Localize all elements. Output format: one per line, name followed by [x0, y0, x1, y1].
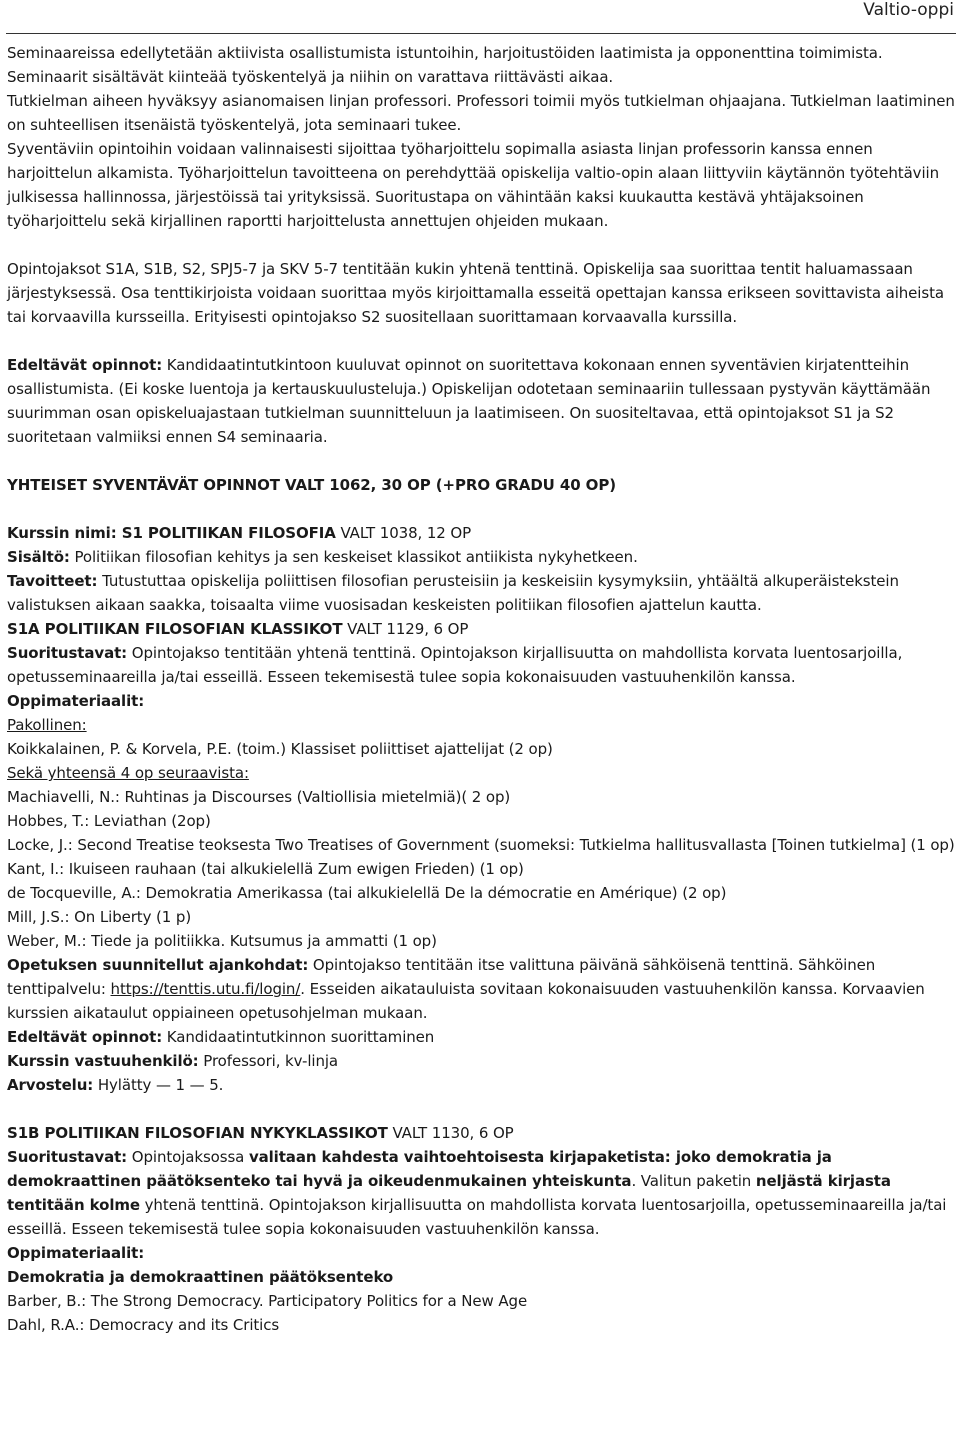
methods-text: Opintojakso tentitään yhtenä tenttinä. Opintojakson kirjallisuutta on mahdollista korvata luentosarjoilla, opetusseminaareilla ja/tai esseillä. Esseen tekemisestä tulee sopia kokonaisuuden vastuuhenkilön kanssa.: [7, 644, 903, 686]
document-body: [7, 41, 955, 1337]
course-s1b-methods: [7, 1145, 955, 1241]
list-item: de Tocqueville, A.: Demokratia Amerikassa (tai alkukielellä De la démocratie en Amérique) (2 op): [7, 884, 727, 902]
responsible-label: Kurssin vastuuhenkilö:: [7, 1052, 199, 1070]
header-divider: [6, 33, 956, 34]
list-item: Mill, J.S.: On Liberty (1 p): [7, 908, 192, 926]
package-heading: [7, 1265, 955, 1289]
list-item: Weber, M.: Tiede ja politiikka. Kutsumus ja ammatti (1 op): [7, 932, 437, 950]
spacer: [7, 497, 955, 521]
list-item: Locke, J.: Second Treatise teoksesta Two Treatises of Government (suomeksi: Tutkielma hallitusvallasta [Toinen tutkielma] (1 op): [7, 836, 955, 854]
exam-note: Opintojaksot S1A, S1B, S2, SPJ5-7 ja SKV 5-7 tentitään kukin yhtenä tenttinä. Opiskelija saa suorittaa tentit haluamassaan järjestyksessä. Osa tenttikirjoista voidaan suorittaa myös kirjoittamalla esseitä opettajan kanssa erikseen sovittavista aiheista tai korvaavilla kursseilla. Erityisesti opintojakso S2 suositellaan suorittamaan korvaavalla kurssilla.: [7, 260, 944, 326]
list-item: Hobbes, T.: Leviathan (2op): [7, 812, 211, 830]
content-label: Sisältö:: [7, 548, 70, 566]
course-s1b-title-text: S1B POLITIIKAN FILOSOFIAN NYKYKLASSIKOT: [7, 1124, 388, 1142]
mandatory-heading: [7, 713, 955, 737]
section-heading-text: YHTEISET SYVENTÄVÄT OPINNOT VALT 1062, 30 OP (+PRO GRADU 40 OP): [7, 476, 616, 494]
package-label: Demokratia ja demokraattinen päätöksenteko: [7, 1268, 394, 1286]
prerequisites-label: Edeltävät opinnot:: [7, 356, 163, 374]
list-item: Barber, B.: The Strong Democracy. Participatory Politics for a New Age: [7, 1292, 528, 1310]
course-s1-content: [7, 545, 955, 569]
goals-label: Tavoitteet:: [7, 572, 98, 590]
course-s1b-code: VALT 1130, 6 OP: [387, 1124, 514, 1142]
spacer: [7, 1097, 955, 1121]
mandatory-label: Pakollinen:: [7, 716, 87, 734]
course-s1a-methods: [7, 641, 955, 689]
list-item: Machiavelli, N.: Ruhtinas ja Discourses (Valtiollisia mietelmiä)( 2 op): [7, 788, 511, 806]
intro-paragraph-thesis: Tutkielman aiheen hyväksyy asianomaisen linjan professori. Professori toimii myös tutkielman ohjaajana. Tutkielman laatiminen on suhteellisen itsenäistä työskentelyä, jota seminaari tukee.: [7, 92, 955, 134]
course-s1a-code: VALT 1129, 6 OP: [342, 620, 469, 638]
schedule-text-after: . Esseiden aikatauluista sovitaan kokonaisuuden vastuuhenkilön kanssa. Korvaavien kurssien aikataulut oppiaineen opetusohjelman mukaan.: [7, 980, 925, 1022]
course-s1-code: VALT 1038, 12 OP: [335, 524, 472, 542]
methods-text-2: . Valitun paketin: [631, 1172, 756, 1190]
list-item: Dahl, R.A.: Democracy and its Critics: [7, 1316, 280, 1334]
tenttis-link[interactable]: https://tenttis.utu.fi/login/: [110, 980, 301, 998]
methods-label: Suoritustavat:: [7, 644, 128, 662]
mandatory-item: Koikkalainen, P. & Korvela, P.E. (toim.) Klassiset poliittiset ajattelijat (2 op): [7, 740, 553, 758]
methods-text-1: Opintojaksossa: [127, 1148, 249, 1166]
course-s1-name: [7, 521, 955, 545]
intro-paragraph-seminars: Seminaareissa edellytetään aktiivista osallistumista istuntoihin, harjoitustöiden laatimista ja opponenttina toimimista. Seminaarit sisältävät kiinteää työskentelyä ja niihin on varattava riittävästi aikaa.: [7, 44, 883, 86]
materials-label: Oppimateriaalit:: [7, 692, 145, 710]
schedule-text-before: Opintojakso tentitään itse valittuna päivänä sähköisenä tenttinä. Sähköinen tenttipalvelu:: [7, 956, 876, 998]
responsible-text: Professori, kv-linja: [198, 1052, 339, 1070]
spacer: [7, 449, 955, 473]
grading-label: Arvostelu:: [7, 1076, 94, 1094]
list-item: Kant, I.: Ikuiseen rauhaan (tai alkukielellä Zum ewigen Frieden) (1 op): [7, 860, 524, 878]
prerequisites-text: Kandidaatintutkinnon suorittaminen: [162, 1028, 435, 1046]
goals-text: Tutustuttaa opiskelija poliittisen filosofian perusteisiin ja keskeisiin kysymyksiin, yhtäältä alkuperäistekstein valistuksen aikaan saakka, toisaalta viime vuosisadan keskeisten politiikan filosofien ajattelun kautta.: [7, 572, 899, 614]
methods-bold-1: valitaan kahdesta vaihtoehtoisesta kirjapaketista: joko demokratia ja demokraattinen päätöksenteko tai hyvä ja oikeudenmukainen yhteiskunta: [7, 1148, 832, 1190]
spacer: [7, 233, 955, 257]
methods-label: Suoritustavat:: [7, 1148, 128, 1166]
course-s1b-title: [7, 1121, 955, 1145]
schedule-label: Opetuksen suunnitellut ajankohdat:: [7, 956, 309, 974]
course-s1a-grading: [7, 1073, 955, 1097]
course-s1-name-label: Kurssin nimi: S1 POLITIIKAN FILOSOFIA: [7, 524, 336, 542]
content-text: Politiikan filosofian kehitys ja sen keskeiset klassikot antiikista nykyhetkeen.: [69, 548, 638, 566]
section-heading: [7, 473, 955, 497]
prerequisites-paragraph: [7, 353, 955, 449]
choice-heading: [7, 761, 955, 785]
course-s1a-responsible: [7, 1049, 955, 1073]
spacer: [7, 329, 955, 353]
methods-bold-2: neljästä kirjasta tentitään kolme: [7, 1172, 891, 1214]
grading-text: Hylätty — 1 — 5.: [93, 1076, 224, 1094]
intro-paragraph-internship: Syventäviin opintoihin voidaan valinnaisesti sijoittaa työharjoittelu sopimalla asiasta linjan professorin kanssa ennen harjoittelun alkamista. Työharjoittelun tavoitteena on perehdyttää opiskelija valtio-opin alaan liittyviin käytännön työtehtäviin julkisessa hallinnossa, järjestöissä tai yrityksissä. Suoritustapa on vähintään kaksi kuukautta kestävä yhtäjaksoinen työharjoittelu sekä kirjallinen raportti harjoittelusta annettujen ohjeiden mukaan.: [7, 140, 939, 230]
course-s1a-title: [7, 617, 955, 641]
course-s1a-prerequisites: [7, 1025, 955, 1049]
course-s1-goals: [7, 569, 955, 617]
course-s1a-materials-heading: [7, 689, 955, 713]
prerequisites-text: Kandidaatintutkintoon kuuluvat opinnot on suoritettava kokonaan ennen syventävien kirjatentteihin osallistumista. (Ei koske luentoja ja kertauskuulusteluja.) Opiskelijan odotetaan seminaariin tullessaan pystyvän käyttämään suurimman osan opiskeluajastaan tutkielman suunnitteluun ja laatimiseen. On suositeltavaa, että opintojaksot S1 ja S2 suoritetaan valmiiksi ennen S4 seminaaria.: [7, 356, 931, 446]
course-s1b-materials-heading: [7, 1241, 955, 1265]
choice-label: Sekä yhteensä 4 op seuraavista:: [7, 764, 249, 782]
methods-text-3: yhtenä tenttinä. Opintojakson kirjallisuutta on mahdollista korvata luentosarjoilla, opetusseminaareilla ja/tai esseillä. Esseen tekemisestä tulee sopia kokonaisuuden vastuuhenkilön kanssa.: [7, 1196, 947, 1238]
materials-label: Oppimateriaalit:: [7, 1244, 145, 1262]
prerequisites-label: Edeltävät opinnot:: [7, 1028, 163, 1046]
course-s1a-title-text: S1A POLITIIKAN FILOSOFIAN KLASSIKOT: [7, 620, 343, 638]
course-s1a-schedule: [7, 953, 955, 1025]
header-title: Valtio-oppi: [863, 0, 954, 20]
